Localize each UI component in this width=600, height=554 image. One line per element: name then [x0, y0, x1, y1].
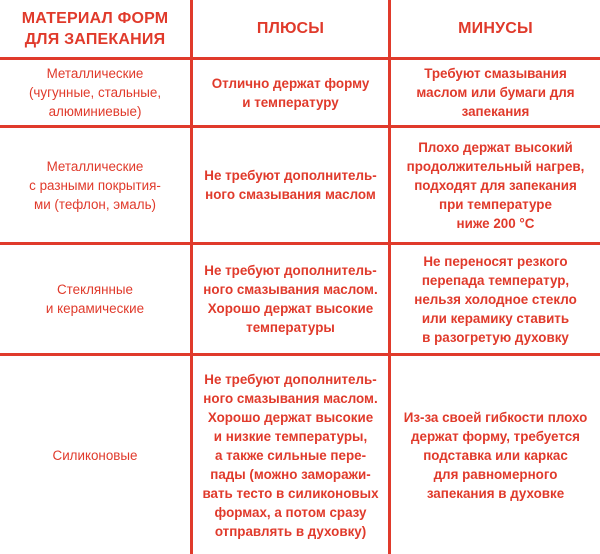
- cons-cell: Из-за своей гибкости плохо держат форму, требуется подставка или каркас для равномерного запекания в духовке: [388, 356, 600, 554]
- cons-cell: Требуют смазывания маслом или бумаги для запекания: [388, 60, 600, 125]
- cons-cell: Не переносят резкого перепада температур, нельзя холодное стекло или керамику ставить в разогретую духовку: [388, 245, 600, 353]
- pros-cell: Не требуют дополнитель- ного смазывания маслом. Хорошо держат высокие и низкие температуры, а также сильные пере- пады (можно заморажи- вать тесто в силиконовых формах, а потом сразу отправлять в духовку): [190, 356, 388, 554]
- material-cell: Стеклянные и керамические: [45, 282, 145, 316]
- material-cell: Силиконовые: [52, 447, 138, 463]
- pros-cell: Не требуют дополнитель- ного смазывания маслом: [190, 128, 388, 242]
- material-cell: Металлические (чугунные, стальные, алюминиевые): [28, 66, 162, 119]
- table-header-row: [0, 0, 600, 57]
- pros-cell: Не требуют дополнитель- ного смазывания маслом. Хорошо держат высокие температуры: [190, 245, 388, 353]
- header-material: МАТЕРИАЛ ФОРМ ДЛЯ ЗАПЕКАНИЯ: [0, 0, 190, 57]
- table-row: [0, 245, 600, 353]
- pros-cell: Отлично держат форму и температуру: [190, 60, 388, 125]
- material-cell: Металлические с разными покрытия- ми (тефлон, эмаль): [29, 158, 161, 212]
- table-row: [0, 60, 600, 125]
- table-row: [0, 356, 600, 554]
- cons-cell: Плохо держат высокий продолжительный нагрев, подходят для запекания при температуре ниже 200 °С: [388, 128, 600, 242]
- header-pros: ПЛЮСЫ: [190, 0, 388, 57]
- table-row: [0, 128, 600, 242]
- header-cons: МИНУСЫ: [388, 0, 600, 57]
